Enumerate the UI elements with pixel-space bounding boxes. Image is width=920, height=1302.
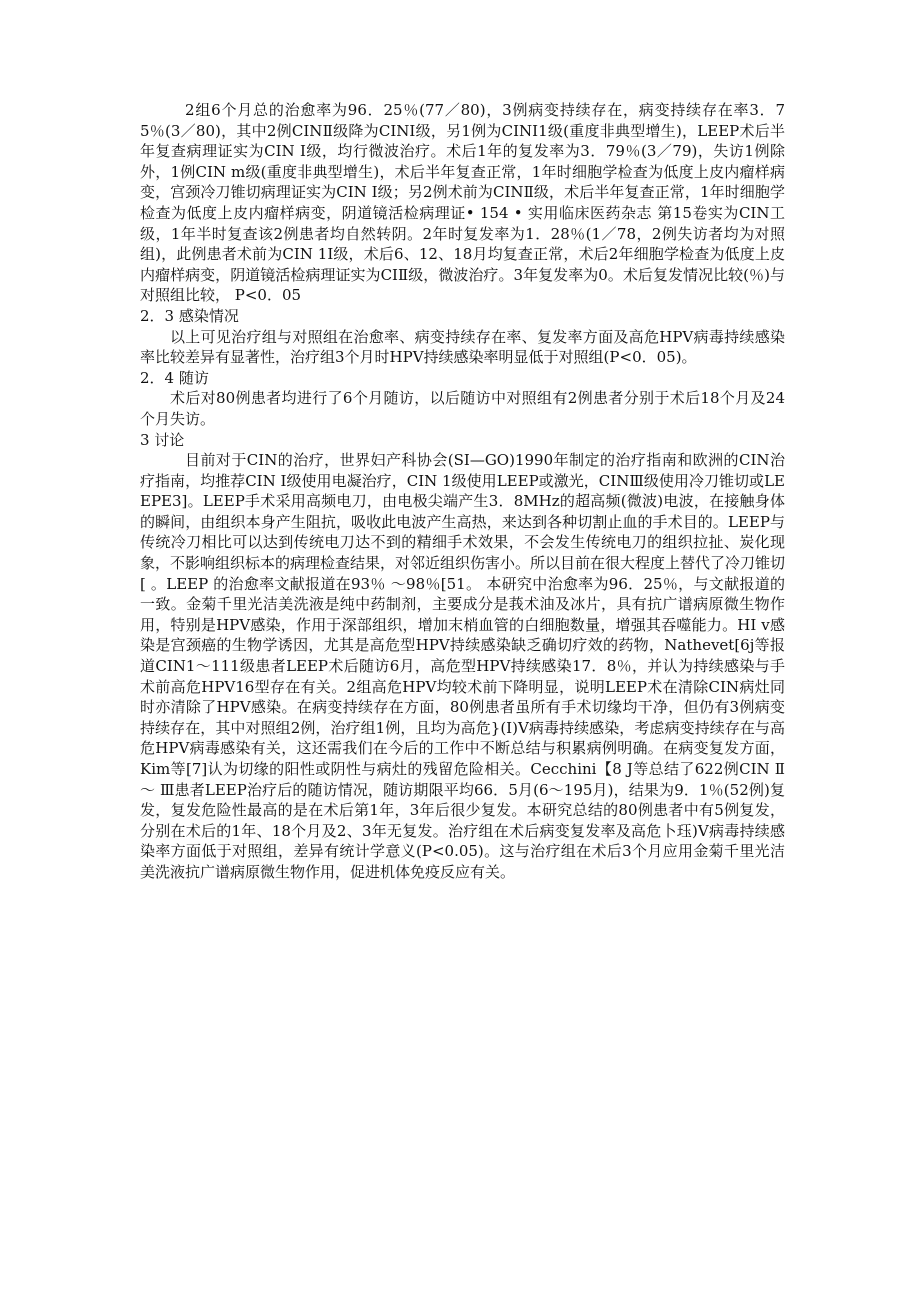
results-paragraph: 2组6个月总的治愈率为96．25％(77／80)，3例病变持续存在，病变持续存在率3．75％(3／80)，其中2例CINⅡ级降为CINI级，另1例为CINI1级(重度非典型增生)，LEEP术后半年复查病理证实为CIN I级，均行微波治疗。术后1年的复发率为3．79％(3／79)，失访1例除外，1例CIN m级(重度非典型增生)，术后半年复查正常，1年时细胞学检查为低度上皮内瘤样病变，宫颈冷刀锥切病理证实为CIN I级；另2例术前为CINⅡ级，术后半年复查正常，1年时细胞学检查为低度上皮内瘤样病变，阴道镜活检病理证• 154 • 实用临床医药杂志 第15卷实为CIN工级，1年半时复查该2例患者均自然转阴。2年时复发率为1．28％(1／78，2例失访者均为对照组)，此例患者术前为CIN 1I级，术后6、12、18月均复查正常，术后2年细胞学检查为低度上皮内瘤样病变，阴道镜活检病理证实为CIⅡ级，微波治疗。3年复发率为0。术后复发情况比较(％)与对照组比较， P<0．05	[140, 101, 785, 305]
section-heading-infection: 2．3 感染情况	[140, 306, 239, 325]
infection-paragraph: 以上可见治疗组与对照组在治愈率、病变持续存在率、复发率方面及高危HPV病毒持续感染率比较差异有显著性，治疗组3个月时HPV持续感染率明显低于对照组(P<0．05)。	[140, 327, 785, 367]
section-heading-discussion: 3 讨论	[140, 430, 185, 449]
document-body	[140, 100, 785, 883]
section-heading-followup: 2．4 随访	[140, 368, 209, 387]
followup-paragraph: 术后对80例患者均进行了6个月随访，以后随访中对照组有2例患者分别于术后18个月及24个月失访。	[140, 389, 785, 428]
discussion-paragraph: 目前对于CIN的治疗，世界妇产科协会(SI—GO)1990年制定的治疗指南和欧洲的CIN治疗指南，均推荐CIN I级使用电凝治疗，CIN 1级使用LEEP或激光，CINⅢ级使用冷刀锥切或LEEPE3]。LEEP手术采用高频电刀，由电极尖端产生3．8MHz的超高频(微波)电波，在接触身体的瞬间，由组织本身产生阻抗，吸收此电波产生高热，来达到各种切割止血的手术目的。LEEP与传统冷刀相比可以达到传统电刀达不到的精细手术效果，不会发生传统电刀的组织拉扯、炭化现象，不影响组织标本的病理检查结果，对邻近组织伤害小。所以目前在很大程度上替代了冷刀锥切[ 。LEEP 的治愈率文献报道在93％ ～98％[51。 本研究中治愈率为96．25％，与文献报道的一致。金菊千里光洁美洗液是纯中药制剂，主要成分是莪术油及冰片，具有抗广谱病原微生物作用，特别是HPV感染，作用于深部组织，增加末梢血管的白细胞数量，增强其吞噬能力。HI v感染是宫颈癌的生物学诱因，尤其是高危型HPV持续感染缺乏确切疗效的药物，Nathevet[6j等报道CIN1～111级患者LEEP术后随访6月，高危型HPV持续感染17．8％，并认为持续感染与手术前高危HPV16型存在有关。2组高危HPV均较术前下降明显，说明LEEP术在清除CIN病灶同时亦清除了HPV感染。在病变持续存在方面，80例患者虽所有手术切缘均干净，但仍有3例病变持续存在，其中对照组2例，治疗组1例，且均为高危}(I)V病毒持续感染，考虑病变持续存在与高危HPV病毒感染有关，这还需我们在今后的工作中不断总结与积累病例明确。在病变复发方面，Kim等[7]认为切缘的阳性或阴性与病灶的残留危险相关。Cecchini【8 J等总结了622例CIN Ⅱ～ Ⅲ患者LEEP治疗后的随访情况，随访期限平均66．5月(6～195月)，结果为9．1％(52例)复发，复发危险性最高的是在术后第1年，3年后很少复发。本研究总结的80例患者中有5例复发，分别在术后的1年、18个月及2、3年无复发。治疗组在术后病变复发率及高危卜珏)V病毒持续感染率方面低于对照组，差异有统计学意义(P<0.05)。这与治疗组在术后3个月应用金菊千里光洁美洗液抗广谱病原微生物作用，促进机体免疫反应有关。	[140, 451, 786, 881]
